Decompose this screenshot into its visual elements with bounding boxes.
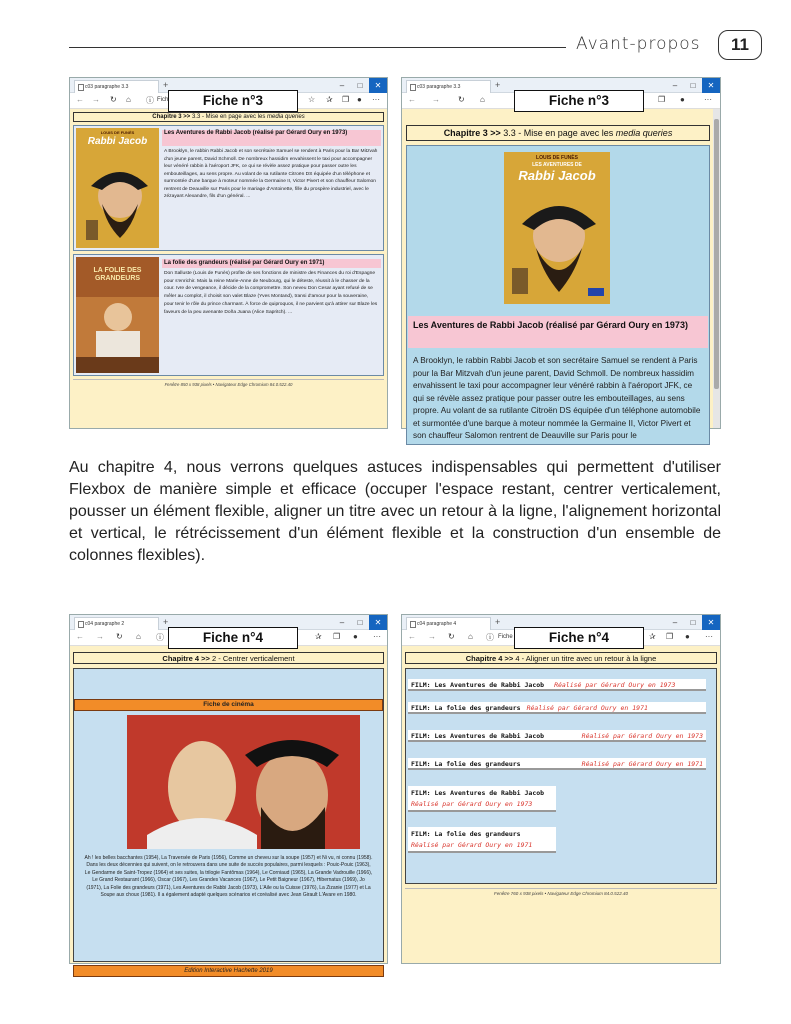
film-item-title: Les Aventures de Rabbi Jacob (réalisé par Gérard Oury en 1973) <box>408 316 708 348</box>
home-icon[interactable]: ⌂ <box>480 95 485 104</box>
film-item-text: A Brooklyn, le rabbin Rabbi Jacob et son secrétaire Samuel se rendent à Paris pour la Bar Mitzvah d'un jeune parent, David Schmoll. De nombreux hassidim envahissent le taxi pour accompagner leur vénéré rabbin à l'aéroport JFK, ce qui se révèle assez pratique pour passer outre les embouteillages, au sens propre. Au volant de sa rutilante Citroën DS équipée d'un téléphone automobile et surmontée d'une barque à moteur nommée la Germaine II, Victor Pivert et son chauffeur Salomon rentrent de Deauville sur Paris pour le <box>413 356 701 440</box>
footer-bar: Edition Interactive Hachette 2019 <box>73 965 384 977</box>
film-row-6: FILM: La folie des grandeurs Réalisé par Gérard Oury en 1971 <box>408 827 556 853</box>
new-tab-button[interactable]: + <box>163 617 169 627</box>
poster-title: Rabbi Jacob <box>87 136 148 147</box>
poster-title: Rabbi Jacob <box>518 168 596 183</box>
centered-panel <box>73 668 384 962</box>
profile-icon[interactable]: ● <box>353 632 358 641</box>
info-icon: ⓘ <box>486 633 494 642</box>
screenshot-fiche3-wide <box>69 77 388 429</box>
close-button[interactable]: ✕ <box>369 615 387 630</box>
menu-icon[interactable]: ··· <box>372 95 380 104</box>
film-row-1: FILM: Les Aventures de Rabbi Jacob Réalisé par Gérard Oury en 1973 <box>408 679 706 691</box>
window-controls <box>666 78 720 93</box>
collections-icon[interactable]: ❐ <box>658 95 666 104</box>
vertical-scrollbar[interactable] <box>713 109 720 428</box>
film-item-title: La folie des grandeurs (réalisé par Gérard Oury en 1971) <box>162 259 381 268</box>
screenshot-fiche3-narrow <box>401 77 721 440</box>
home-icon[interactable]: ⌂ <box>136 632 141 641</box>
refresh-icon[interactable]: ↻ <box>110 95 117 104</box>
info-icon: ⓘ <box>146 96 154 105</box>
new-tab-button[interactable]: + <box>495 617 501 627</box>
forward-icon[interactable]: → <box>92 95 100 104</box>
home-icon[interactable]: ⌂ <box>126 95 131 104</box>
film-row-2: FILM: La folie des grandeurs Réalisé par Gérard Oury en 1971 <box>408 702 706 714</box>
browser-tab[interactable]: c03 paragraphe 3.3 <box>406 80 491 93</box>
poster-rabbi-jacob <box>504 152 610 304</box>
minimize-button[interactable]: – <box>672 81 678 90</box>
film-item-1 <box>73 125 384 251</box>
browser-tab[interactable]: c04 paragraphe 2 <box>74 617 159 630</box>
page-viewport <box>70 646 387 974</box>
home-icon[interactable]: ⌂ <box>468 632 473 641</box>
new-tab-button[interactable]: + <box>163 80 169 90</box>
window-controls <box>333 78 387 93</box>
filmography-caption: Ah ! les belles bacchantes (1954), La Traversée de Paris (1956), Comme un cheveu sur la soupe (1957) et Ni vu, ni connu (1958). Dans les deux décennies qui suivent, on le retrouvera dans une suite de succès populaires, parmi lesquels : Pouic-Pouic (1963), Le Gendarme de Saint-Tropez (1964) et ses suites, la trilogie Fantômas (1964), Le Corniaud (1965), La Grande Vadrouille (1966), Le Grand Restaurant (1966), Oscar (1967), Les Grandes Vacances (1967), Le Petit Baigneur (1967), Hibernatus (1969), Jo (1971), La Folie des grandeurs (1971), Les Aventures de Rabbi Jacob (1973), L'Aile ou la Cuisse (1976), La Zizanie (1977) et La Soupe aux choux (1981). Il a également adapté quelques scénarios et coréalisé avec Jean Girault L'Avare en 1980. <box>84 855 373 899</box>
favorites-bar-icon[interactable]: ✰ <box>649 632 656 641</box>
chapter-heading: Chapitre 3 >> 3.3 - Mise en page avec les media queries <box>73 112 384 122</box>
collections-icon[interactable]: ❐ <box>333 632 341 641</box>
url-text[interactable]: Fiche <box>498 634 513 640</box>
profile-icon[interactable]: ● <box>357 95 362 104</box>
collections-icon[interactable]: ❐ <box>342 95 350 104</box>
chapter-heading: Chapitre 4 >> 2 - Centrer verticalement <box>73 652 384 664</box>
page-viewport <box>70 109 387 428</box>
refresh-icon[interactable]: ↻ <box>116 632 123 641</box>
window-footer: Fenêtre 760 x 938 pixels • Navigateur Edge Chromium 84.0.522.40 <box>405 888 717 898</box>
window-controls <box>666 615 720 630</box>
poster-subtitle: LES AVENTURES DE <box>532 162 582 168</box>
film-list-panel <box>405 668 717 884</box>
film-item-2 <box>73 254 384 376</box>
film-item-text: Don Salluste (Louis de Funès) profite de ses fonctions de ministre des Finances du roi d'Espagne pour s'enrichir. Mais la reine Marie-Anne de Neubourg, qui le déteste, réussit à le chasser de la cour. Ivre de vengeance, il décide de la compromettre. Son neveu Don Cesar ayant refusé de se mêler au complot, il choisit son valet Blaze (Yves Montand), transi d'amour pour la souveraine, pour tenir le rôle du prince charmant. À force de quiproquos, il ne parvient qu'à attirer sur Blaze les faveurs de la peu avenante Doña Juana (Alice Sapritch). ... <box>164 271 378 315</box>
back-icon[interactable]: ← <box>76 632 84 641</box>
maximize-button[interactable]: □ <box>690 81 696 90</box>
film-item <box>406 145 710 445</box>
chapter-title: Avant-propos <box>576 34 701 54</box>
film-item-text: A Brooklyn, le rabbin Rabbi Jacob et son secrétaire Samuel se rendent à Paris pour la Bar Mitzvah d'un jeune parent, David Schmoll. De nombreux hassidim envahissent le taxi pour accompagner leur vénéré rabbin à l'aéroport JFK, ce qui se révèle assez pratique pour passer outre les embouteillages, au sens propre. Au volant de sa rutilante Citroën DS équipée d'un téléphone et surmontée d'une barque à moteur nommée la Germaine II, Victor Pivert et son chauffeur Salomon rentrent de Deauville sur Paris pour le mariage d'Antoinette, fille du prospère industriel, avec le zézayant Alexandre, fils d'un général. ... <box>164 149 378 199</box>
page-number: 11 <box>718 30 762 60</box>
window-footer: Fenêtre 850 x 938 pixels • Navigateur Edge Chromium 84.0.522.40 <box>73 379 384 388</box>
refresh-icon[interactable]: ↻ <box>458 95 465 104</box>
page-viewport <box>402 646 720 963</box>
poster-actor: LOUIS DE FUNÈS <box>536 155 578 161</box>
favorites-bar-icon[interactable]: ✰ <box>315 632 322 641</box>
page-viewport <box>402 109 713 440</box>
browser-tab[interactable]: c03 paragraphe 3.3 <box>74 80 159 93</box>
back-icon[interactable]: ← <box>408 632 416 641</box>
minimize-button[interactable]: – <box>672 618 678 627</box>
browser-tab[interactable]: c04 paragraphe 4 <box>406 617 491 630</box>
film-row-5: FILM: Les Aventures de Rabbi Jacob Réalisé par Gérard Oury en 1973 <box>408 786 556 812</box>
screenshot-fiche4-align <box>401 614 721 964</box>
poster-actor: LOUIS DE FUNÈS <box>100 130 135 135</box>
forward-icon[interactable]: → <box>428 632 436 641</box>
film-row-4: FILM: La folie des grandeurs Réalisé par Gérard Oury en 1971 <box>408 758 706 770</box>
info-icon: ⓘ <box>156 633 164 642</box>
chapter-heading: Chapitre 3 >> 3.3 - Mise en page avec les media queries <box>406 125 710 141</box>
back-icon[interactable]: ← <box>408 95 416 104</box>
favorite-icon[interactable]: ☆ <box>308 95 316 104</box>
header-rule <box>69 47 566 48</box>
forward-icon[interactable]: → <box>432 95 440 104</box>
close-button[interactable]: ✕ <box>702 615 720 630</box>
maximize-button[interactable]: □ <box>357 81 363 90</box>
caricature-art <box>127 715 360 849</box>
film-item-title: Les Aventures de Rabbi Jacob (réalisé par Gérard Oury en 1973) <box>162 130 381 146</box>
screenshot-fiche4-center <box>69 614 388 974</box>
favorites-bar-icon[interactable]: ✰ <box>326 95 333 104</box>
minimize-button[interactable]: – <box>339 81 345 90</box>
close-button[interactable]: ✕ <box>369 78 387 93</box>
poster-rabbi-jacob <box>76 128 159 248</box>
film-row-3: FILM: Les Aventures de Rabbi Jacob Réalisé par Gérard Oury en 1973 <box>408 730 706 742</box>
caricature-image <box>127 715 360 849</box>
poster-folie-grandeurs <box>76 257 159 373</box>
fiche-label: Fiche n°3 <box>514 90 644 112</box>
url-text[interactable]: Fich <box>157 97 169 103</box>
back-icon[interactable]: ← <box>76 95 84 104</box>
forward-icon[interactable]: → <box>96 632 104 641</box>
window-controls <box>333 615 387 630</box>
profile-icon[interactable]: ● <box>685 632 690 641</box>
menu-icon[interactable]: ··· <box>704 95 712 104</box>
panel-title-bar: Fiche de cinéma <box>74 699 383 711</box>
maximize-button[interactable]: □ <box>690 618 696 627</box>
refresh-icon[interactable]: ↻ <box>448 632 455 641</box>
minimize-button[interactable]: – <box>339 618 345 627</box>
fiche-label: Fiche n°4 <box>168 627 298 649</box>
fiche-label: Fiche n°3 <box>168 90 298 112</box>
chapter-heading: Chapitre 4 >> 4 - Aligner un titre avec un retour à la ligne <box>405 652 717 664</box>
body-paragraph: Au chapitre 4, nous verrons quelques astuces indispensables qui permettent d'utiliser Flexbox de manière simple et efficace (occuper l'espace restant, centrer verticalement, pousser un élément flexible, aligner un titre avec un retour à la ligne, l'alignement horizontal et vertical, le rétrécissement d'un élément flexible et la construction d'un ensemble de colonnes flexibles). <box>69 459 721 564</box>
collections-icon[interactable]: ❐ <box>666 632 674 641</box>
profile-icon[interactable]: ● <box>680 95 685 104</box>
menu-icon[interactable]: ··· <box>705 632 713 641</box>
fiche-label: Fiche n°4 <box>514 627 644 649</box>
poster-title: LA FOLIE DES GRANDEURS <box>93 267 142 282</box>
menu-icon[interactable]: ··· <box>373 632 381 641</box>
new-tab-button[interactable]: + <box>495 80 501 90</box>
maximize-button[interactable]: □ <box>357 618 363 627</box>
close-button[interactable]: ✕ <box>702 78 720 93</box>
